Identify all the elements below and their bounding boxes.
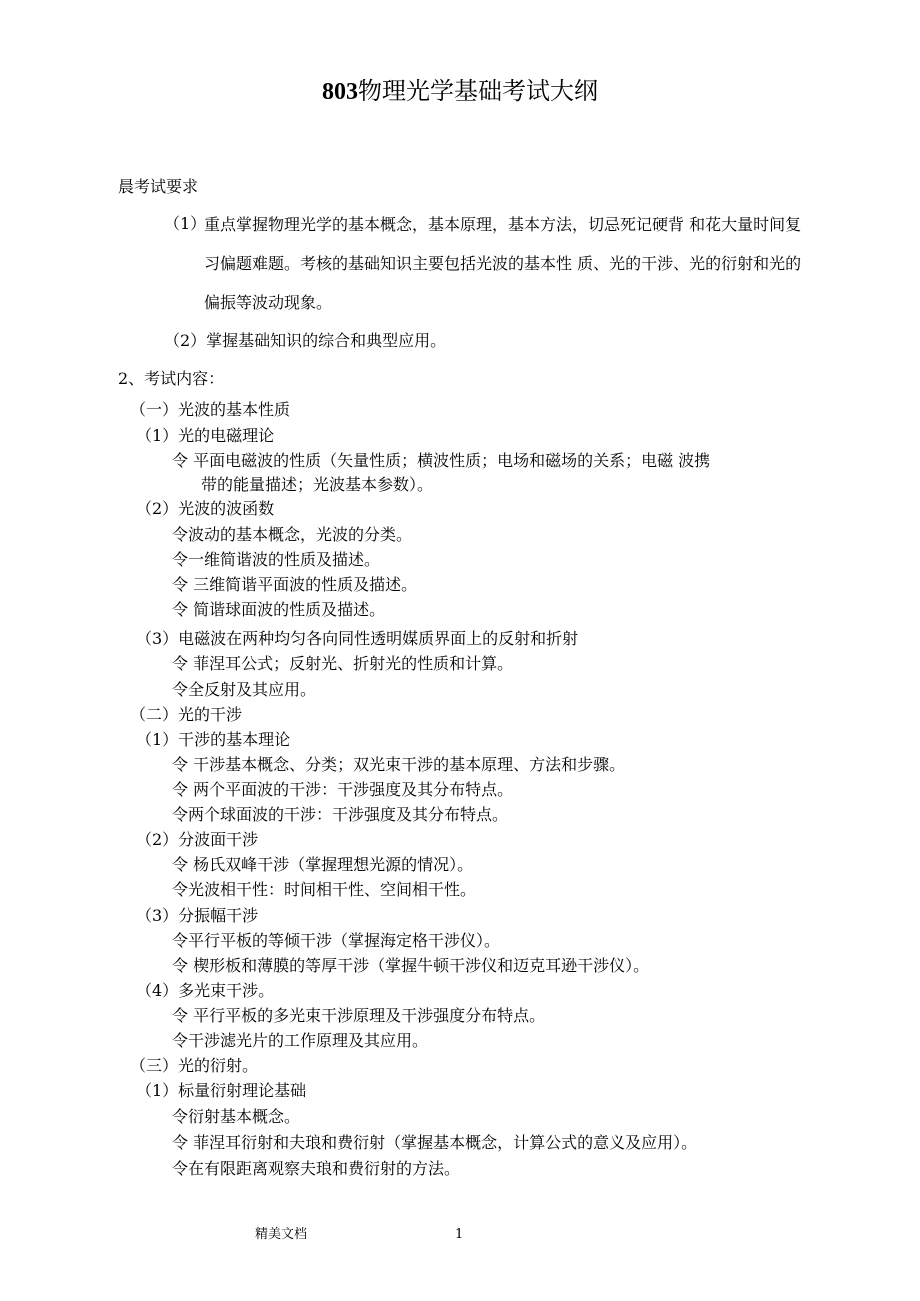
content-line: （1）标量衍射理论基础 — [136, 1081, 307, 1100]
content-line: （3）分振幅干涉 — [136, 906, 259, 925]
section-heading-content: 2、考试内容： — [118, 369, 225, 388]
content-line: （4）多光束干涉。 — [136, 981, 275, 1000]
content-line: 令 简谐球面波的性质及描述。 — [172, 600, 386, 619]
content-line: 令 菲涅耳公式；反射光、折射光的性质和计算。 — [172, 654, 514, 673]
content-line: （一）光波的基本性质 — [130, 400, 291, 419]
content-line: 令在有限距离观察夫琅和费衍射的方法。 — [172, 1159, 461, 1178]
content-line: （2）光波的波函数 — [136, 499, 275, 518]
content-line: 带的能量描述；光波基本参数）。 — [201, 475, 434, 494]
content-line: 令 平面电磁波的性质（矢量性质；横波性质；电场和磁场的关系；电磁 波携 — [172, 451, 711, 470]
content-line: 令 菲涅耳衍射和夫琅和费衍射（掌握基本概念，计算公式的意义及应用）。 — [172, 1133, 698, 1152]
content-line: 令 楔形板和薄膜的等厚干涉（掌握牛顿干涉仪和迈克耳逊干涉仪）。 — [172, 956, 650, 975]
content-line: 令一维简谐波的性质及描述。 — [172, 550, 381, 569]
content-line: 令 平行平板的多光束干涉原理及干涉强度分布特点。 — [172, 1006, 546, 1025]
content-line: （2）分波面干涉 — [136, 830, 259, 849]
content-line: 令 两个平面波的干涉：干涉强度及其分布特点。 — [172, 780, 514, 799]
title-number: 803 — [322, 79, 358, 105]
content-line: （三）光的衍射。 — [130, 1056, 259, 1075]
content-line: 令衍射基本概念。 — [172, 1107, 301, 1126]
page-number: 1 — [455, 1227, 464, 1242]
content-line: 令两个球面波的干涉：干涉强度及其分布特点。 — [172, 805, 509, 824]
content-line: 令干涉滤光片的工作原理及其应用。 — [172, 1031, 429, 1050]
section-heading-requirements: 晨考试要求 — [118, 177, 199, 196]
content-line: （二）光的干涉 — [130, 705, 243, 724]
page-title — [0, 74, 920, 109]
content-line: 令全反射及其应用。 — [172, 680, 317, 699]
content-line: 令 三维简谐平面波的性质及描述。 — [172, 575, 418, 594]
content-line: （3）电磁波在两种均匀各向同性透明媒质界面上的反射和折射 — [136, 629, 579, 648]
content-line: 令 杨氏双峰干涉（掌握理想光源的情况）。 — [172, 855, 474, 874]
title-text: 物理光学基础考试大纲 — [358, 77, 598, 105]
requirement-1-marker: （1） — [164, 214, 207, 233]
content-line: （1）光的电磁理论 — [136, 426, 275, 445]
content-line: 令 干涉基本概念、分类；双光束干涉的基本原理、方法和步骤。 — [172, 755, 626, 774]
content-line: 令波动的基本概念，光波的分类。 — [172, 525, 413, 544]
content-line: （1）干涉的基本理论 — [136, 730, 291, 749]
requirement-1-text: 重点掌握物理光学的基本概念，基本原理，基本方法，切忌死记硬背 和花大量时间复习偏题难题。考核的基础知识主要包括光波的基本性 质、光的干涉、光的衍射和光的偏振等波动现象。 — [204, 215, 802, 312]
footer-label: 精美文档 — [255, 1227, 308, 1242]
requirement-2: （2）掌握基础知识的综合和典型应用。 — [164, 331, 447, 350]
content-line: 令平行平板的等倾干涉（掌握海定格干涉仪）。 — [172, 931, 501, 950]
content-line: 令光波相干性：时间相干性、空间相干性。 — [172, 880, 477, 899]
